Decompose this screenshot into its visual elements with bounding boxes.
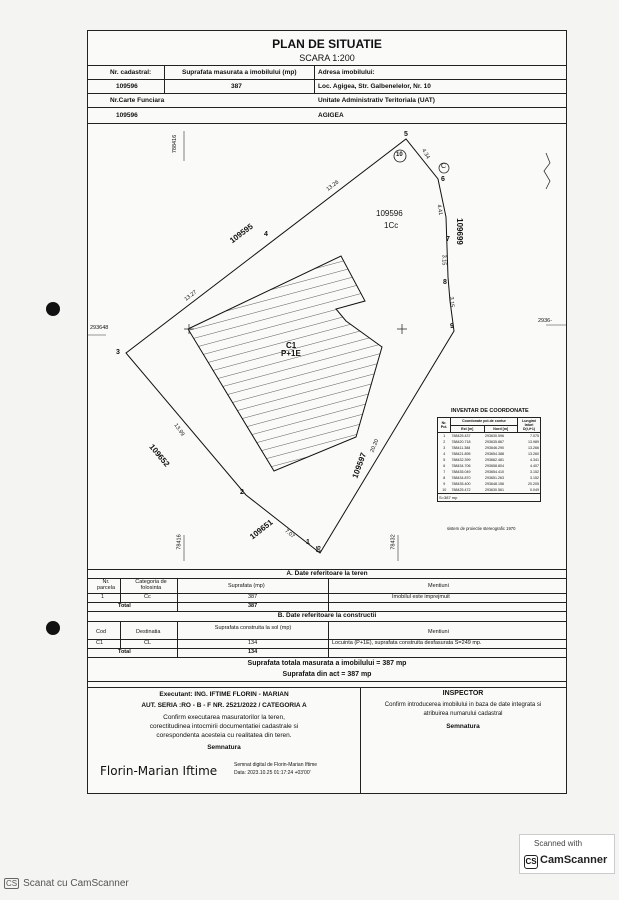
- table-row: 3 788411.388 293646.290 13.266: [438, 445, 541, 451]
- signer-name: Florin-Marian Iftime: [100, 764, 218, 778]
- distance-4-5: 13.26: [325, 179, 341, 193]
- inspector-sign-label: Semnatura: [446, 723, 480, 730]
- value-uat: AGIGEA: [318, 112, 344, 119]
- north-arrow-icon: [544, 153, 550, 189]
- camscanner-small-icon: CS: [6, 879, 18, 888]
- distance-8-9: 3.15: [447, 296, 455, 308]
- neighbor-109651: 109651: [248, 517, 275, 542]
- point-9: 9: [450, 323, 454, 330]
- total-from-deed: Suprafata din act = 387 mp: [282, 671, 372, 678]
- building-c1: [188, 256, 382, 471]
- table-row: 9 788435.400 293648.156 20.205: [438, 481, 541, 487]
- value-suprafata: 387: [231, 83, 242, 90]
- punch-hole-top: [46, 302, 60, 316]
- inspector-title: INSPECTOR: [442, 690, 484, 697]
- camscanner-logo-icon: CS: [524, 855, 538, 869]
- section-a-header-supr: Suprafata (mp): [228, 583, 265, 589]
- inventory-header-coord: Coordonate pct.de contur: [451, 418, 518, 426]
- point-1: 1: [306, 539, 310, 546]
- section-b-title: B. Date referitoare la constructii: [277, 612, 377, 619]
- table-row: 6 788434.706 293658.804 4.407: [438, 463, 541, 469]
- camscanner-badge-line2: CamScanner: [540, 854, 608, 866]
- point-8: 8: [443, 279, 447, 286]
- executant-text1: Confirm executarea masuratorilor la teren,: [163, 714, 285, 721]
- section-a-row-supr: 387: [248, 594, 258, 600]
- section-b-row-supr: 134: [248, 640, 258, 646]
- section-a-row-cat: Cc: [144, 594, 151, 600]
- point-7: 7: [446, 236, 450, 243]
- distance-1-2: 7.07: [283, 528, 296, 540]
- plan-sheet: [87, 30, 567, 794]
- section-b-total-value: 134: [248, 649, 258, 655]
- point-5: 5: [404, 131, 408, 138]
- point-2: 2: [240, 489, 244, 496]
- value-adresa: Loc. Agigea, Str. Galbenelelor, Nr. 10: [318, 83, 431, 90]
- label-suprafata: Suprafata masurata a imobilului (mp): [182, 69, 297, 76]
- distance-9-1: 20.20: [369, 438, 381, 454]
- section-b-header-dest: Destinatia: [136, 629, 161, 635]
- page-title: PLAN DE SITUATIE: [272, 37, 382, 51]
- section-a-row-nr: 1: [101, 594, 105, 600]
- section-b-header-supr: Suprafata construita la sol (mp): [214, 625, 292, 631]
- point-4: 4: [264, 231, 268, 238]
- section-b-header-cod: Cod: [96, 629, 107, 635]
- section-a-total-label: Total: [118, 603, 131, 609]
- neighbor-109652: 109652: [147, 442, 172, 469]
- section-b-total-label: Total: [118, 649, 131, 655]
- table-row: 2 788420.718 293635.867 13.989: [438, 439, 541, 445]
- inspector-text1: Confirm introducerea imobilului in baza de date integrata si: [384, 702, 542, 708]
- executant-text3: corespondenta acesteia cu realitatea din teren.: [156, 732, 292, 739]
- inventory-header-est: Est [m]: [451, 425, 485, 433]
- section-b-header-mentiuni: Mentiuni: [428, 629, 449, 635]
- neighbor-109595: 109595: [227, 221, 255, 246]
- parcel-id: 109596: [376, 209, 403, 218]
- point-3: 3: [116, 349, 120, 356]
- inspector-text2: atribuirea numarului cadastral: [423, 711, 503, 717]
- label-carte-funciara: Nr.Carte Funciara: [110, 97, 165, 104]
- grid-right-y: 2936-: [538, 318, 553, 324]
- neighbor-109699: 109699: [454, 218, 464, 245]
- table-row: 10 788425.472 293630.561 0.049: [438, 487, 541, 494]
- section-a-title: A. Date referitoare la teren: [286, 570, 368, 577]
- executant-sign-label: Semnatura: [207, 744, 241, 751]
- inventory-table: [437, 417, 541, 502]
- punch-hole-bottom: [46, 621, 60, 635]
- section-a-header-nr: Nr. parcela: [96, 579, 116, 591]
- executant-line2: AUT. SERIA :RO - B - F NR. 2521/2022 / CATEGORIA A: [141, 702, 307, 709]
- table-row: 7 788435.049 293654.410 3.152: [438, 469, 541, 475]
- executant-line1: Executant: ING. IFTIME FLORIN - MARIAN: [159, 691, 289, 698]
- north-mark: C: [441, 163, 447, 170]
- grid-left-y: 293648: [90, 325, 109, 331]
- section-b-row-cod: C1: [96, 640, 104, 646]
- distance-6-7: 4.41: [435, 204, 444, 216]
- grid-cross-right: [397, 324, 407, 334]
- label-adresa: Adresa imobilului:: [318, 69, 375, 76]
- table-row: 5 788432.399 293662.481 4.341: [438, 457, 541, 463]
- grid-bottom-x1: 78416: [176, 534, 183, 550]
- camscanner-badge-line1: Scanned with: [534, 839, 583, 848]
- parcel-use: 1Cc: [384, 221, 399, 230]
- camscanner-footer: [4, 878, 129, 889]
- value-carte-funciara: 109596: [116, 112, 138, 119]
- section-b-row-mentiuni: Locuinta (P+1E), suprafata construita desfasurata S=249 mp.: [332, 640, 482, 646]
- grid-top-x: 788416: [172, 134, 179, 154]
- section-a-total-value: 387: [248, 603, 258, 609]
- distance-7-8: 3.15: [440, 254, 447, 266]
- digital-signature-line2: Data: 2023.10.25 01:17:24 +03'00': [234, 770, 311, 776]
- inventory-footer: S=387 mp: [438, 494, 541, 502]
- building-floors: P+1E: [281, 349, 301, 358]
- distance-5-6: 4.34: [420, 147, 431, 161]
- section-a-header-cat: Categoria de folosinta: [135, 579, 167, 591]
- digital-signature-line1: Semnat digital de Florin-Marian Iftime: [234, 762, 318, 768]
- grid-bottom-x2: 78432: [390, 534, 397, 550]
- inventory-header-length: Lungimi laturi D(i,i+1): [518, 418, 541, 433]
- distance-3-4: 13.27: [183, 289, 199, 303]
- section-a-header-mentiuni: Mentiuni: [428, 583, 449, 589]
- section-a-row-mentiuni: Imobilul este imprejmuit: [392, 594, 450, 600]
- point-6: 6: [441, 176, 445, 183]
- inventory-header-nord: Nord [m]: [484, 425, 518, 433]
- point-10-label: 10: [396, 152, 403, 158]
- section-b-row-dest: CL: [144, 640, 152, 646]
- table-row: 8 788434.870 293651.263 3.152: [438, 475, 541, 481]
- neighbor-109597: 109597: [350, 451, 369, 480]
- point-05: 05: [316, 545, 323, 553]
- executant-text2: corectitudinea intocmirii documentatiei cadastrale si: [149, 723, 299, 730]
- inventory-header-nr: Nr. Pct.: [438, 418, 451, 433]
- total-measured: Suprafata totala masurata a imobilului = 387 mp: [247, 660, 407, 667]
- camscanner-badge: [519, 834, 615, 874]
- table-row: 1 788425.437 293630.596 7.075: [438, 433, 541, 440]
- building-code: C1: [286, 341, 297, 350]
- camscanner-footer-text: Scanat cu CamScanner: [23, 878, 129, 889]
- page-scale: SCARA 1:200: [299, 53, 355, 63]
- inventory-title: INVENTAR DE COORDONATE: [451, 408, 529, 414]
- distance-2-3: 13.99: [172, 422, 186, 438]
- table-row: 4 788421.895 293654.388 13.260: [438, 451, 541, 457]
- inventory-note: sistem de proiectie stereografic 1970: [447, 526, 516, 531]
- label-uat: Unitate Administrativ Teritoriala (UAT): [318, 97, 435, 104]
- value-nr-cadastral: 109596: [116, 83, 138, 90]
- label-nr-cadastral: Nr. cadastral:: [110, 69, 152, 76]
